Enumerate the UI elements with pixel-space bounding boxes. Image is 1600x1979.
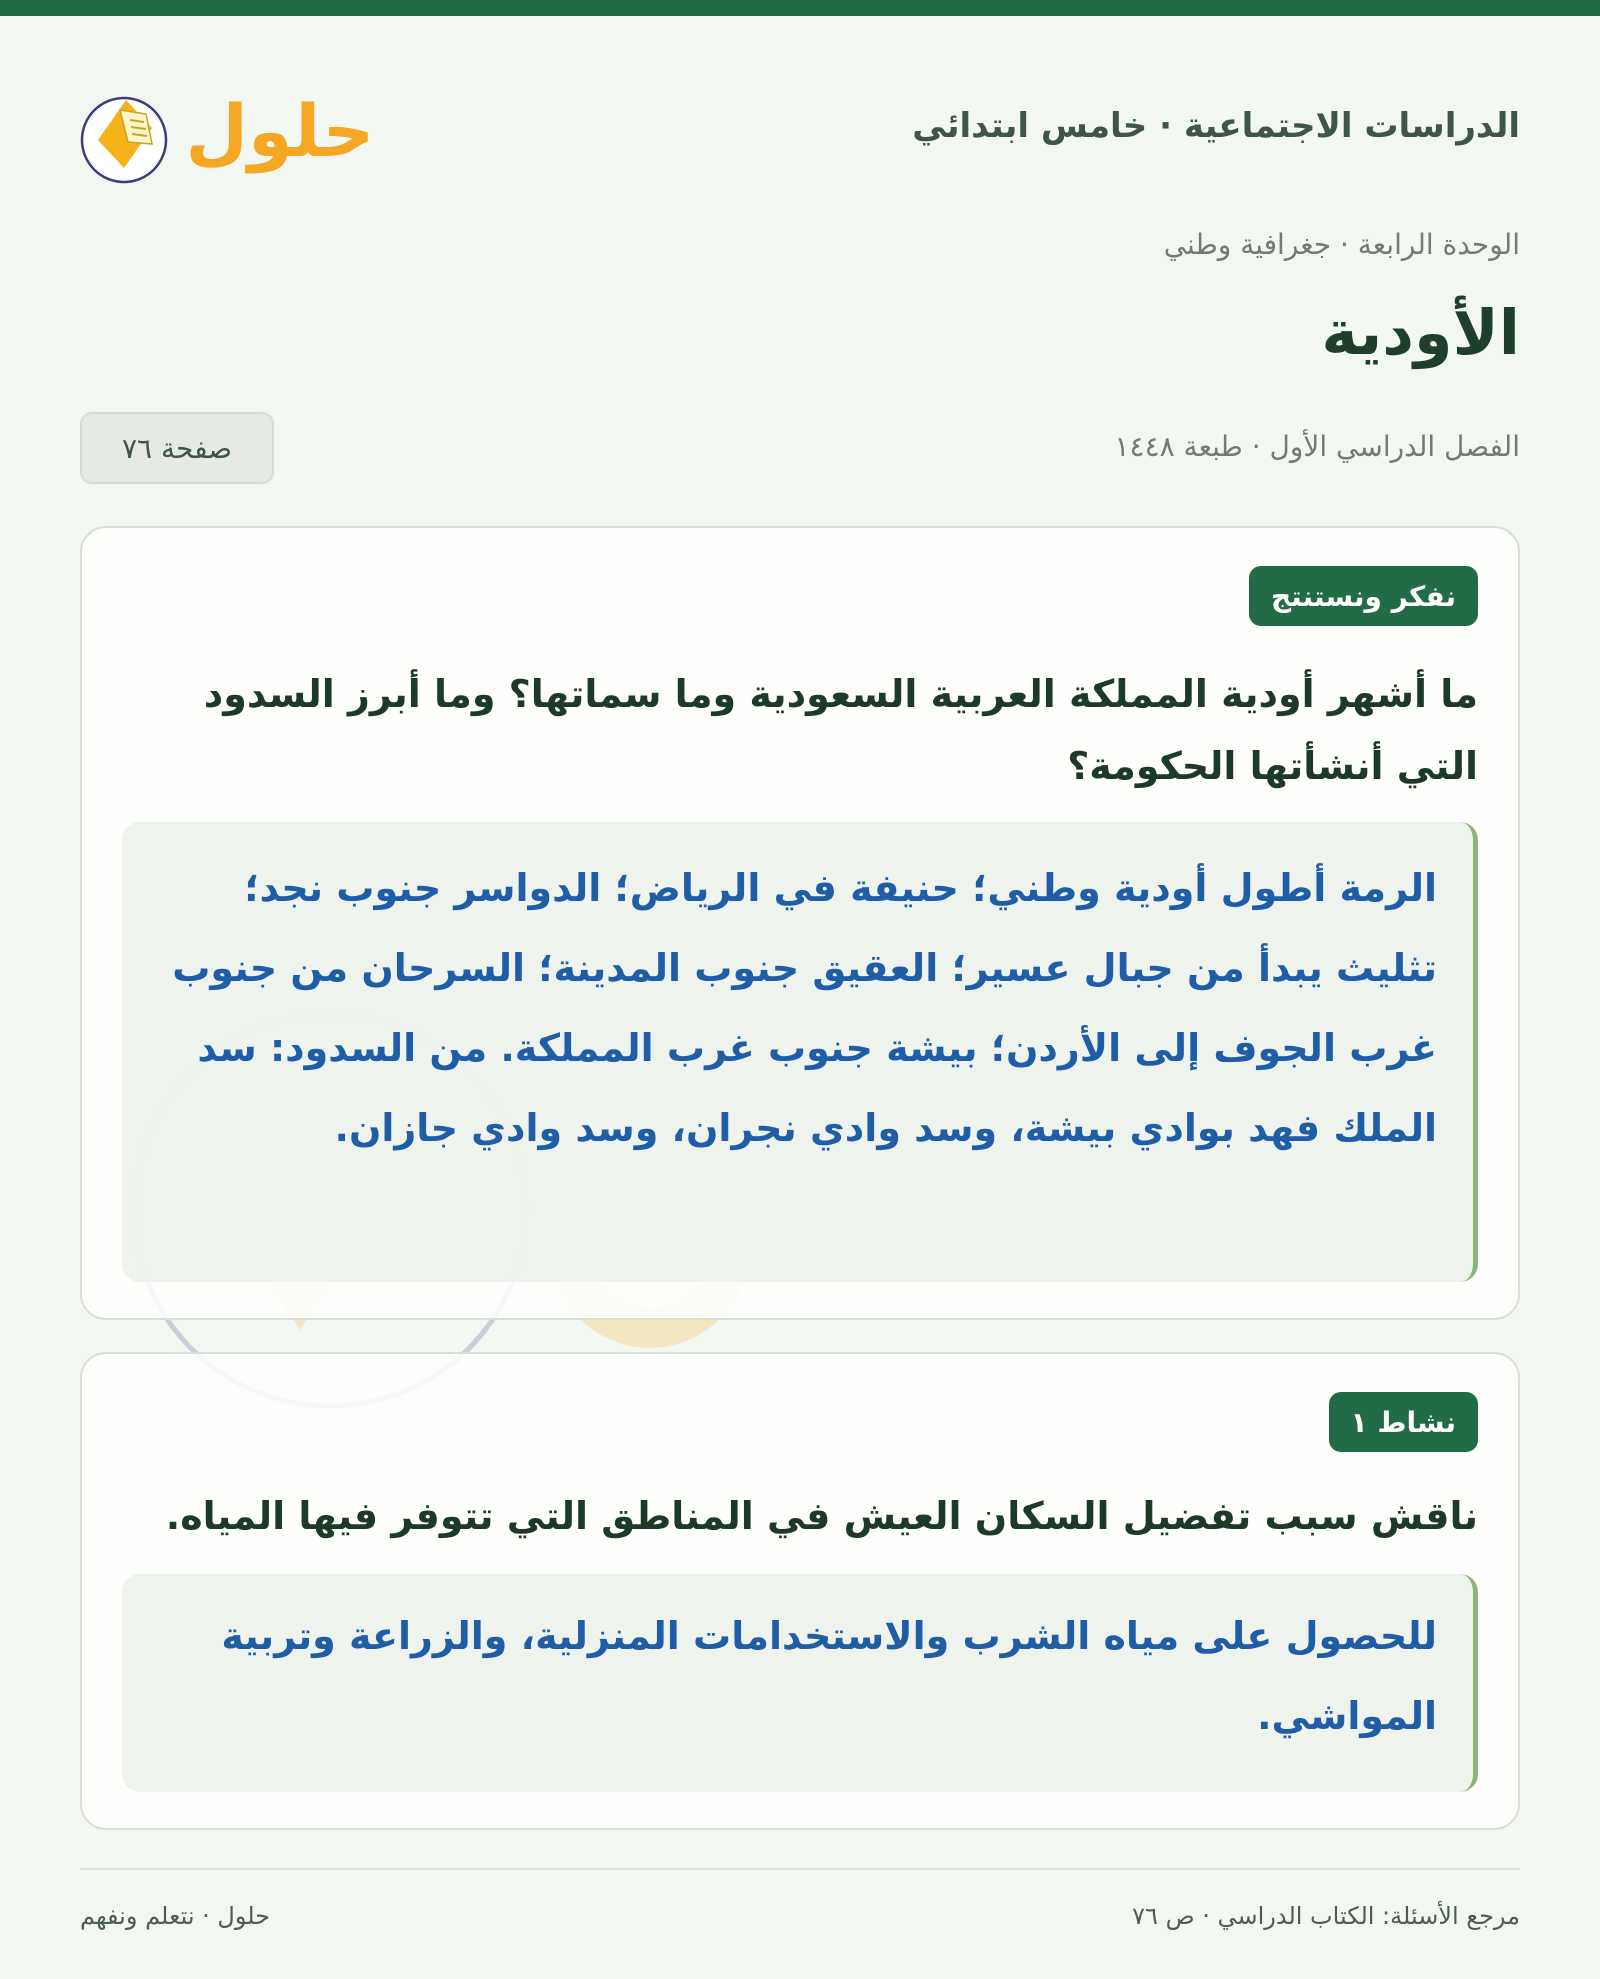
- hulul-logo: [80, 70, 380, 190]
- unit-label: الوحدة الرابعة · جغرافية وطني: [1163, 228, 1520, 261]
- card-tag: نشاط ١: [1329, 1392, 1478, 1452]
- footer-divider: [80, 1868, 1520, 1870]
- subject-title: الدراسات الاجتماعية · خامس ابتدائي: [912, 106, 1520, 146]
- question-card-think: [80, 526, 1520, 1320]
- logo-wordmark: حلول: [185, 89, 375, 173]
- page-header: [80, 60, 1520, 190]
- top-accent-bar: [0, 0, 1600, 16]
- edition-label: الفصل الدراسي الأول · طبعة ١٤٤٨: [1114, 430, 1520, 463]
- answer-box: للحصول على مياه الشرب والاستخدامات المنزلية، والزراعة وتربية المواشي.: [122, 1574, 1478, 1792]
- footer-reference: مرجع الأسئلة: الكتاب الدراسي · ص ٧٦: [1132, 1902, 1520, 1930]
- question-text: ما أشهر أودية المملكة العربية السعودية وما سماتها؟ وما أبرز السدود التي أنشأتها الحكومة؟: [203, 672, 1478, 788]
- footer-brand: حلول · نتعلم ونفهم: [80, 1902, 270, 1930]
- lesson-title: الأودية: [1321, 296, 1520, 369]
- answer-box: الرمة أطول أودية وطني؛ حنيفة في الرياض؛ الدواسر جنوب نجد؛ تثليث يبدأ من جبال عسير؛ العقيق جنوب المدينة؛ السرحان من جنوب غرب الجوف إلى الأردن؛ بيشة جنوب غرب المملكة. من السدود: سد الملك فهد بوادي بيشة، وسد وادي نجران، وسد وادي جازان.: [122, 822, 1478, 1282]
- card-tag: نفكر ونستنتج: [1249, 566, 1478, 626]
- question-card-activity: [80, 1352, 1520, 1830]
- page-number-badge: صفحة ٧٦: [80, 412, 274, 484]
- question-text: ناقش سبب تفضيل السكان العيش في المناطق التي تتوفر فيها المياه.: [165, 1494, 1478, 1538]
